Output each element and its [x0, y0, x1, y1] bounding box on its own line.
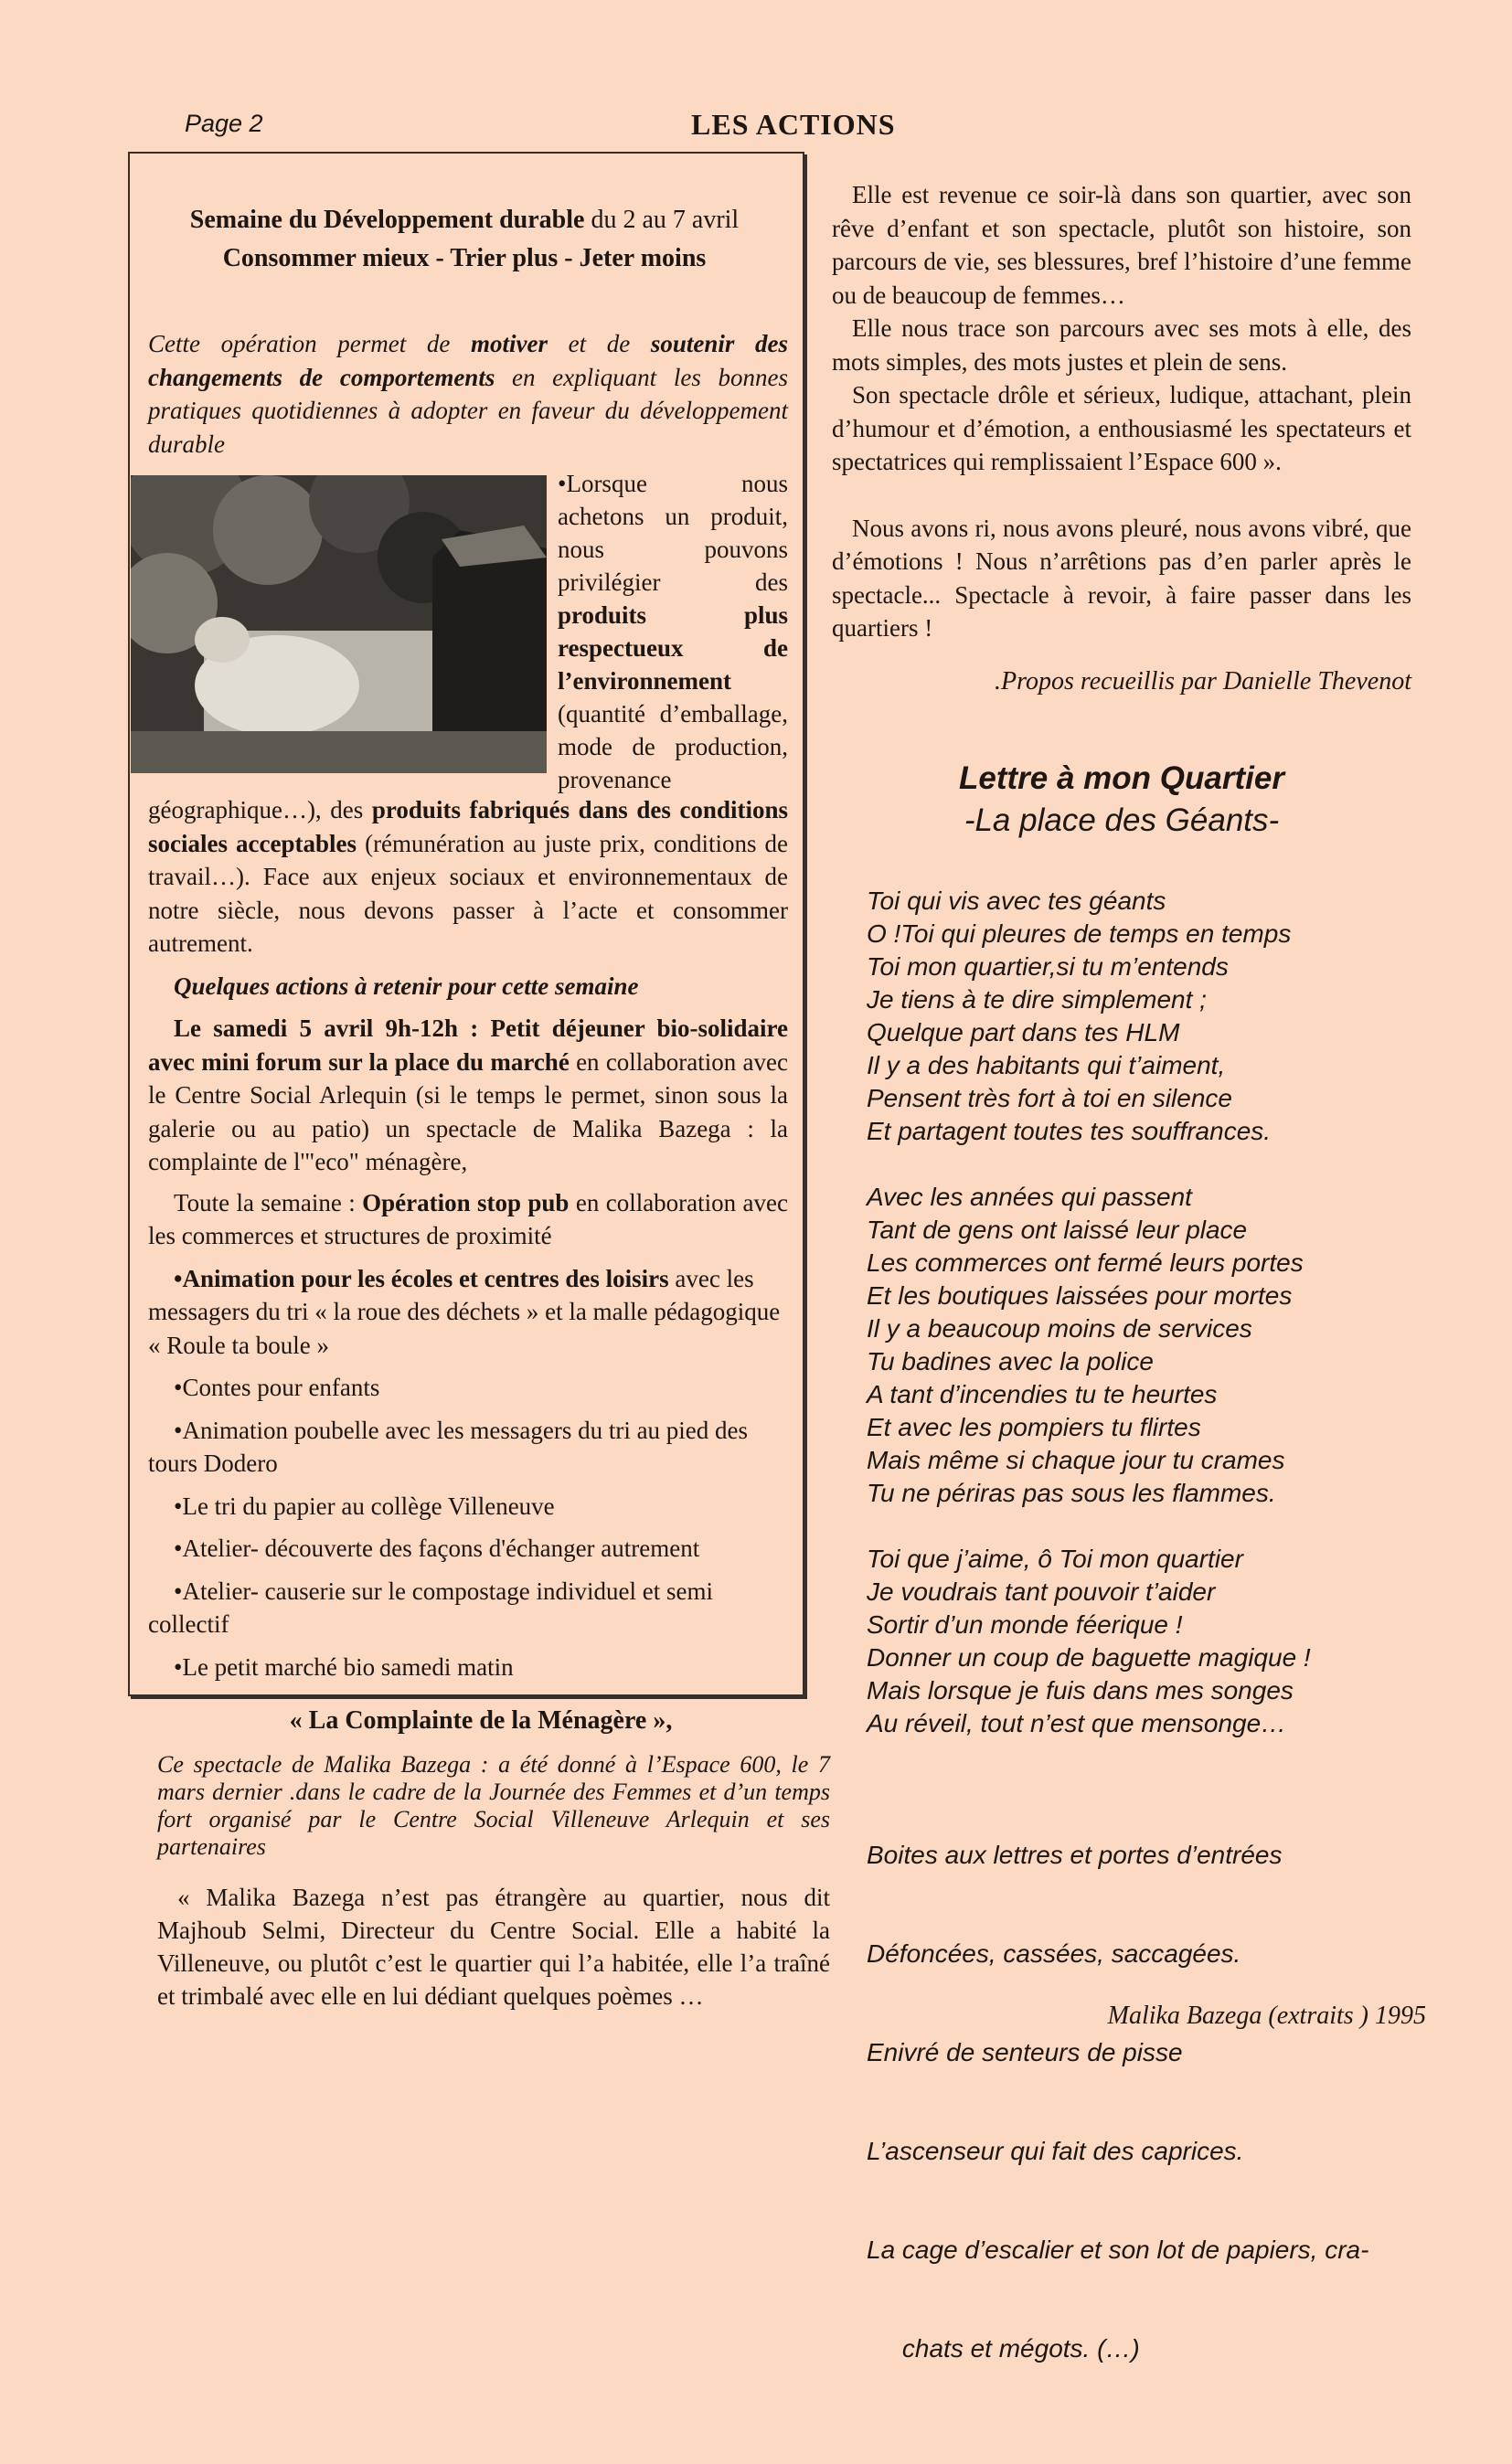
right-column [832, 178, 1411, 645]
poem-line: Je tiens à te dire simplement ; [867, 985, 1207, 1014]
poem-line: Enivré de senteurs de pisse [867, 2038, 1183, 2066]
poem-line: Et avec les pompiers tu flirtes [867, 1413, 1201, 1441]
complainte-body: « Malika Bazega n’est pas étrangère au quartier, nous dit Majhoub Selmi, Directeur du Centre Social. Elle a habité la Villeneuve, ou plutôt c’est le quartier qui l’a habitée, elle l’a traîné et trimbalé avec elle en lui dédiant quelques poèmes … [157, 1884, 830, 2010]
poem-stanza [867, 885, 1433, 1148]
poem-line: Toi mon quartier,si tu m’entends [867, 952, 1229, 981]
complainte-intro: Ce spectacle de Malika Bazega : a été donné à l’Espace 600, le 7 mars dernier .dans le cadre de la Journée des Femmes et d’un temps fort organisé par le Centre Social Villeneuve Arlequin et ses partenaires [157, 1751, 830, 1860]
poem-line: chats et mégots. (…) [867, 2334, 1140, 2363]
poem-line: Mais lorsque je fuis dans mes songes [867, 1676, 1294, 1705]
poem-line: Donner un coup de baguette magique ! [867, 1643, 1311, 1672]
poem-line: La cage d’escalier et son lot de papiers, cra- [867, 2236, 1369, 2264]
author-credit: .Propos recueillis par Danielle Thevenot [995, 667, 1411, 696]
float-paragraph: •Lorsque nous achetons un produit, nous pouvons privilégier des produits plus respectueux de l’environnement (quantité d’emballage, mode de production, provenance [558, 470, 788, 793]
poem-line: O !Toi qui pleures de temps en temps [867, 919, 1292, 948]
poem-title: Lettre à mon Quartier [959, 760, 1284, 796]
poem-line: Les commerces ont fermé leurs portes [867, 1248, 1304, 1277]
section-title: LES ACTIONS [691, 108, 896, 141]
poem-line: Sortir d’un monde féerique ! [867, 1610, 1183, 1639]
event-title-strong: Semaine du Développement durable [189, 206, 585, 234]
semaine-paragraph: Toute la semaine : Opération stop pub en collaboration avec les commerces et structures de proximité [148, 1188, 789, 1249]
poem-stanza [867, 1181, 1433, 1510]
poem-line: Pensent très fort à toi en silence [867, 1084, 1232, 1112]
event-intro: Cette opération permet de motiver et de soutenir des changements de comportements en expliquant les bonnes pratiques quotidiennes à adopter en faveur du développement durable [148, 330, 788, 458]
list-item: •Atelier- découverte des façons d'échanger autrement [174, 1535, 700, 1562]
poem-line: L’ascenseur qui fait des caprices. [867, 2137, 1244, 2165]
poem-subtitle: -La place des Géants- [964, 802, 1280, 838]
poem-line: Et les boutiques laissées pour mortes [867, 1281, 1293, 1310]
poem-signature: Malika Bazega (extraits ) 1995 [1107, 2002, 1426, 2030]
list-item: •Contes pour enfants [174, 1374, 380, 1401]
poem-line: Toi qui vis avec tes géants [867, 887, 1166, 915]
photo-illustration [131, 475, 547, 773]
samedi-paragraph: Le samedi 5 avril 9h-12h : Petit déjeuner bio-solidaire avec mini forum sur la place du marché en collaboration avec le Centre Social Arlequin (si le temps le permet, sinon sous la galerie ou au patio) un spectacle de Malika Bazega : la complainte de l'"eco" ménagère, [148, 1014, 788, 1175]
poem-line: Mais même si chaque jour tu crames [867, 1446, 1285, 1474]
poem-line: Toi que j’aime, ô Toi mon quartier [867, 1545, 1243, 1573]
list-item: •Animation poubelle avec les messagers du tri au pied des tours Dodero [148, 1416, 749, 1477]
poem-line: Tu badines avec la police [867, 1347, 1154, 1375]
animation-paragraph: •Animation pour les écoles et centres des loisirs avec les messagers du tri « la roue des déchets » et la malle pédagogique « Roule ta boule » [148, 1264, 781, 1359]
list-item: •Atelier- causerie sur le compostage individuel et semi collectif [148, 1577, 713, 1638]
poem-stanza [867, 1543, 1433, 1740]
right-paragraph: Elle nous trace son parcours avec ses mots à elle, des mots simples, des mots justes et plein de sens. [832, 314, 1411, 376]
poem-line: Et partagent toutes tes souffrances. [867, 1117, 1272, 1145]
event-body [148, 793, 788, 1683]
poem-line: Tant de gens ont laissé leur place [867, 1216, 1248, 1244]
event-dates: du 2 au 7 avril [584, 206, 740, 234]
list-item: •Le petit marché bio samedi matin [174, 1652, 514, 1681]
poem-stanza [867, 1773, 1433, 2431]
poem-line: Quelque part dans tes HLM [867, 1018, 1180, 1046]
actions-heading: Quelques actions à retenir pour cette semaine [174, 972, 639, 1000]
complainte-title: « La Complainte de la Ménagère », [289, 1706, 673, 1735]
body-paragraph: géographique…), des produits fabriqués dans des conditions sociales acceptables (rémunération au juste prix, conditions de travail…). Face aux enjeux sociaux et environnementaux de notre siècle, nous devons passer à l’acte et consommer autrement. [148, 796, 788, 957]
event-subtitle: Consommer mieux - Trier plus - Jeter moins [222, 244, 707, 272]
poem-line: Je voudrais tant pouvoir t’aider [867, 1577, 1216, 1606]
list-item: •Le tri du papier au collège Villeneuve [174, 1492, 555, 1520]
poem-line: Au réveil, tout n’est que mensonge… [867, 1709, 1287, 1737]
poem [867, 885, 1433, 2464]
right-paragraph: Nous avons ri, nous avons pleuré, nous avons vibré, que d’émotions ! Nous n’arrêtions pas d’en parler après le spectacle... Spectacle à revoir, à faire passer dans les quartiers ! [832, 514, 1411, 642]
poem-heading [832, 758, 1411, 842]
poem-line: Il y a beaucoup moins de services [867, 1314, 1252, 1343]
poem-line: Boites aux lettres et portes d’entrées [867, 1841, 1283, 1869]
page-number: Page 2 [185, 110, 263, 137]
poem-line: Il y a des habitants qui t’aiment, [867, 1051, 1226, 1079]
poem-line: Avec les années qui passent [867, 1183, 1192, 1211]
poem-line: Défoncées, cassées, saccagées. [867, 1939, 1241, 1968]
garden-photo [131, 475, 547, 773]
right-paragraph: Son spectacle drôle et sérieux, ludique, attachant, plein d’humour et d’émotion, a enthousiasmé les spectateurs et spectatrices qui remplissaient l’Espace 600 ». [832, 381, 1411, 475]
poem-line: A tant d’incendies tu te heurtes [867, 1380, 1218, 1408]
event-title [133, 204, 796, 275]
poem-line: Tu ne périras pas sous les flammes. [867, 1479, 1276, 1507]
right-paragraph: Elle est revenue ce soir-là dans son quartier, avec son rêve d’enfant et son spectacle, plutôt son histoire, son parcours de vie, ses blessures, bref l’histoire d’une femme ou de beaucoup de femmes… [832, 181, 1411, 309]
